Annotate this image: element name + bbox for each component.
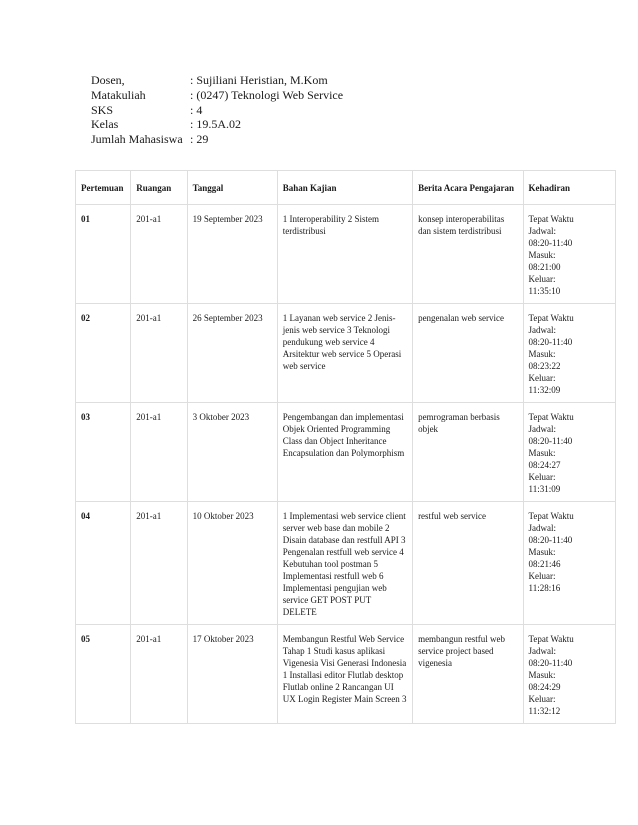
cell-berita: pemrograman berbasis objek bbox=[413, 403, 523, 502]
table-row bbox=[76, 304, 616, 403]
kehadiran-line: Tepat Waktu bbox=[528, 412, 574, 422]
header-value: : 4 bbox=[190, 102, 203, 117]
cell-tanggal: 26 September 2023 bbox=[187, 304, 277, 403]
cell-bahan: 1 Layanan web service 2 Jenis-jenis web service 3 Teknologi pendukung web service 4 Arsitektur web service 5 Operasi web service bbox=[277, 304, 412, 403]
column-header: Pertemuan bbox=[76, 171, 131, 205]
cell-tanggal: 10 Oktober 2023 bbox=[187, 502, 277, 625]
cell-tanggal: 19 September 2023 bbox=[187, 205, 277, 304]
kehadiran-line: 11:28:16 bbox=[528, 583, 561, 593]
kehadiran-line: Keluar: bbox=[528, 694, 556, 704]
cell-kehadiran bbox=[523, 205, 615, 304]
kehadiran-line: Tepat Waktu bbox=[528, 511, 574, 521]
kehadiran-line: Masuk: bbox=[528, 250, 556, 260]
kehadiran-line: Keluar: bbox=[528, 373, 556, 383]
kehadiran-line: 11:32:12 bbox=[528, 706, 561, 716]
cell-berita: konsep interoperabilitas dan sistem terdistribusi bbox=[413, 205, 523, 304]
kehadiran-line: Masuk: bbox=[528, 349, 556, 359]
kehadiran-line: 08:20-11:40 bbox=[528, 436, 573, 446]
kehadiran-line: Keluar: bbox=[528, 571, 556, 581]
kehadiran-line: Masuk: bbox=[528, 670, 556, 680]
column-header: Berita Acara Pengajaran bbox=[413, 171, 523, 205]
kehadiran-line: 08:24:27 bbox=[528, 460, 561, 470]
kehadiran-line: 11:31:09 bbox=[528, 484, 561, 494]
kehadiran-line: 08:23:22 bbox=[528, 361, 561, 371]
header-value: : (0247) Teknologi Web Service bbox=[190, 87, 344, 102]
kehadiran-line: Tepat Waktu bbox=[528, 634, 574, 644]
kehadiran-line: Tepat Waktu bbox=[528, 313, 574, 323]
table-header-row bbox=[76, 171, 616, 205]
kehadiran-line: 08:20-11:40 bbox=[528, 535, 573, 545]
header-label: Jumlah Mahasiswa bbox=[91, 132, 183, 147]
cell-kehadiran bbox=[523, 625, 615, 724]
kehadiran-line: Jadwal: bbox=[528, 646, 557, 656]
kehadiran-line: Jadwal: bbox=[528, 325, 557, 335]
kehadiran-line: Jadwal: bbox=[528, 424, 557, 434]
kehadiran-line: Jadwal: bbox=[528, 523, 557, 533]
table-row bbox=[76, 625, 616, 724]
cell-ruangan: 201-a1 bbox=[131, 304, 187, 403]
cell-pertemuan: 02 bbox=[76, 304, 131, 403]
kehadiran-line: 08:21:46 bbox=[528, 559, 561, 569]
cell-pertemuan: 03 bbox=[76, 403, 131, 502]
kehadiran-line: 08:21:00 bbox=[528, 262, 561, 272]
header-value: : 19.5A.02 bbox=[190, 117, 241, 132]
cell-berita: pengenalan web service bbox=[413, 304, 523, 403]
header-value: : 29 bbox=[190, 132, 209, 147]
attendance-table bbox=[75, 170, 616, 724]
kehadiran-line: Masuk: bbox=[528, 448, 556, 458]
column-header: Tanggal bbox=[187, 171, 277, 205]
cell-berita: membangun restful web service project based vigenesia bbox=[413, 625, 523, 724]
table-row bbox=[76, 205, 616, 304]
cell-tanggal: 17 Oktober 2023 bbox=[187, 625, 277, 724]
column-header: Kehadiran bbox=[523, 171, 615, 205]
header-row bbox=[91, 88, 343, 103]
kehadiran-line: Keluar: bbox=[528, 274, 556, 284]
kehadiran-line: 08:20-11:40 bbox=[528, 658, 573, 668]
header-label: Dosen, bbox=[91, 73, 125, 87]
header-label: SKS bbox=[91, 102, 114, 117]
cell-bahan: Membangun Restful Web Service Tahap 1 Studi kasus aplikasi Vigenesia Visi Generasi Indonesia 1 Installasi editor Flutlab desktop Flutlab online 2 Rancangan UI UX Login Register Main Screen 3 bbox=[277, 625, 412, 724]
column-header: Ruangan bbox=[131, 171, 187, 205]
header-label: Kelas bbox=[91, 117, 119, 132]
kehadiran-line: Jadwal: bbox=[528, 226, 557, 236]
kehadiran-line: 08:20-11:40 bbox=[528, 238, 573, 248]
cell-ruangan: 201-a1 bbox=[131, 403, 187, 502]
table-row bbox=[76, 403, 616, 502]
cell-pertemuan: 05 bbox=[76, 625, 131, 724]
cell-bahan: 1 Interoperability 2 Sistem terdistribusi bbox=[277, 205, 412, 304]
cell-bahan: 1 Implementasi web service client server web base dan mobile 2 Disain database dan restfull API 3 Pengenalan restfull web service 4 Kebutuhan tool postman 5 Implementasi restfull web 6 Implementasi pengujian web service GET POST PUT DELETE bbox=[277, 502, 412, 625]
cell-ruangan: 201-a1 bbox=[131, 625, 187, 724]
kehadiran-line: 08:20-11:40 bbox=[528, 337, 573, 347]
kehadiran-line: Keluar: bbox=[528, 472, 556, 482]
header-value: : Sujiliani Heristian, M.Kom bbox=[190, 73, 328, 87]
header-row bbox=[91, 117, 343, 132]
kehadiran-line: Tepat Waktu bbox=[528, 214, 574, 224]
header-row bbox=[91, 132, 343, 147]
table-row bbox=[76, 502, 616, 625]
cell-berita: restful web service bbox=[413, 502, 523, 625]
kehadiran-line: 08:24:29 bbox=[528, 682, 561, 692]
kehadiran-line: Masuk: bbox=[528, 547, 556, 557]
cell-kehadiran bbox=[523, 502, 615, 625]
cell-tanggal: 3 Oktober 2023 bbox=[187, 403, 277, 502]
cell-kehadiran bbox=[523, 304, 615, 403]
header-row bbox=[91, 73, 343, 88]
course-header bbox=[91, 73, 343, 147]
header-row bbox=[91, 103, 343, 118]
cell-bahan: Pengembangan dan implementasi Objek Oriented Programming Class dan Object Inheritance Encapsulation dan Polymorphism bbox=[277, 403, 412, 502]
cell-pertemuan: 04 bbox=[76, 502, 131, 625]
cell-ruangan: 201-a1 bbox=[131, 502, 187, 625]
kehadiran-line: 11:32:09 bbox=[528, 385, 561, 395]
cell-kehadiran bbox=[523, 403, 615, 502]
cell-ruangan: 201-a1 bbox=[131, 205, 187, 304]
column-header: Bahan Kajian bbox=[277, 171, 412, 205]
kehadiran-line: 11:35:10 bbox=[528, 286, 561, 296]
header-label: Matakuliah bbox=[91, 87, 146, 102]
cell-pertemuan: 01 bbox=[76, 205, 131, 304]
